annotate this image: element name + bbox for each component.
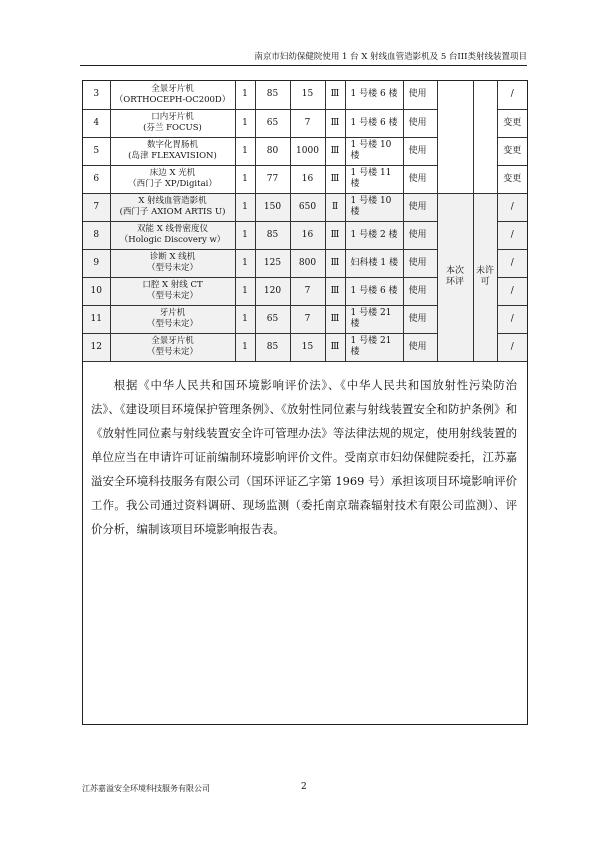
cell-qty: 1 (235, 165, 255, 193)
cell-remark: / (497, 277, 527, 305)
device-model: (西门子 AXIOM ARTIS U) (119, 207, 226, 217)
cell-remark: / (497, 305, 527, 333)
cell-cls: Ⅲ (325, 305, 345, 333)
cell-location: 1 号楼 6 楼 (345, 277, 403, 305)
cell-no: 7 (83, 193, 110, 221)
cell-name (110, 249, 235, 277)
cell-kv: 85 (255, 81, 290, 109)
evaluation-status (437, 193, 473, 361)
cell-qty: 1 (235, 249, 255, 277)
cell-name (110, 221, 235, 249)
cell-kv: 80 (255, 137, 290, 165)
cell-name (110, 305, 235, 333)
cell-no: 10 (83, 277, 110, 305)
device-model: （西门子 XP/Digitai） (128, 179, 217, 189)
cell-kv: 125 (255, 249, 290, 277)
device-model: （ORTHOCEPH-OC200D） (114, 94, 231, 105)
cell-remark: / (497, 333, 527, 361)
cell-cls: Ⅲ (325, 333, 345, 361)
cell-use: 使用 (403, 109, 437, 137)
cell-cls: Ⅲ (325, 165, 345, 193)
device-name: 双能 X 线骨密度仪 (137, 224, 208, 234)
cell-qty: 1 (235, 277, 255, 305)
table-row (83, 193, 527, 221)
cell-cls: Ⅲ (325, 109, 345, 137)
cell-name (110, 137, 235, 165)
device-model: （型号未定） (146, 347, 198, 357)
cell-kv: 150 (255, 193, 290, 221)
cell-remark: / (497, 221, 527, 249)
cell-ma: 15 (290, 333, 325, 361)
cell-kv: 65 (255, 305, 290, 333)
cell-use: 使用 (403, 249, 437, 277)
device-model: (岛津 FLEXAVISION) (128, 151, 217, 161)
cell-name (110, 333, 235, 361)
cell-location: 1 号楼 6 楼 (345, 109, 403, 137)
cell-remark: 变更 (497, 109, 527, 137)
cell-no: 6 (83, 165, 110, 193)
cell-location: 1 号楼 10 楼 (345, 193, 403, 221)
cell-name (110, 277, 235, 305)
permit-line: 可 (480, 277, 490, 287)
cell-ma: 650 (290, 193, 325, 221)
cell-ma: 7 (290, 305, 325, 333)
cell-qty: 1 (235, 193, 255, 221)
cell-qty: 1 (235, 333, 255, 361)
cell-remark: / (497, 249, 527, 277)
device-name: 诊断 X 线机 (149, 252, 196, 262)
device-name: 口腔 X 射线 CT (142, 280, 203, 290)
cell-use: 使用 (403, 333, 437, 361)
cell-location: 1 号楼 11 楼 (345, 165, 403, 193)
cell-blank-a (437, 81, 473, 193)
device-name: X 射线血管造影机 (138, 196, 207, 206)
cell-no: 3 (83, 81, 110, 109)
cell-qty: 1 (235, 305, 255, 333)
cell-kv: 120 (255, 277, 290, 305)
page-header: 南京市妇幼保健院使用 1 台 X 射线血管造影机及 5 台III类射线装置项目 (80, 50, 527, 66)
device-name: 全景牙片机 (151, 336, 194, 346)
cell-name (110, 81, 235, 109)
device-model: （型号未定） (146, 319, 198, 329)
cell-name (110, 109, 235, 137)
cell-name (110, 193, 235, 221)
cell-qty: 1 (235, 109, 255, 137)
footer-company: 江苏嘉溢安全环境科技服务有限公司 (82, 784, 210, 793)
cell-no: 4 (83, 109, 110, 137)
device-name: 全景牙片机 (151, 83, 194, 94)
cell-qty: 1 (235, 221, 255, 249)
cell-no: 12 (83, 333, 110, 361)
cell-cls: Ⅲ (325, 137, 345, 165)
eval-line: 本次 (445, 266, 464, 276)
device-name: 口内牙片机 (151, 112, 194, 122)
cell-cls: Ⅲ (325, 249, 345, 277)
cell-no: 5 (83, 137, 110, 165)
cell-remark: 变更 (497, 137, 527, 165)
cell-kv: 65 (255, 109, 290, 137)
cell-no: 11 (83, 305, 110, 333)
cell-use: 使用 (403, 193, 437, 221)
content-frame (82, 80, 528, 725)
cell-use: 使用 (403, 277, 437, 305)
cell-location: 1 号楼 10 楼 (345, 137, 403, 165)
cell-kv: 85 (255, 333, 290, 361)
cell-location: 1 号楼 21 楼 (345, 333, 403, 361)
device-name: 床边 X 光机 (149, 168, 196, 178)
cell-use: 使用 (403, 221, 437, 249)
device-name: 牙片机 (159, 308, 186, 318)
cell-ma: 15 (290, 81, 325, 109)
equipment-table (83, 81, 527, 362)
cell-kv: 77 (255, 165, 290, 193)
cell-no: 9 (83, 249, 110, 277)
device-model: （型号未定） (146, 263, 198, 273)
cell-location: 1 号楼 6 楼 (345, 81, 403, 109)
cell-ma: 7 (290, 109, 325, 137)
cell-ma: 16 (290, 165, 325, 193)
page-number: 2 (301, 782, 307, 792)
cell-qty: 1 (235, 81, 255, 109)
permit-status (473, 193, 497, 361)
cell-remark: / (497, 193, 527, 221)
cell-qty: 1 (235, 137, 255, 165)
cell-remark: / (497, 81, 527, 109)
cell-location: 1 号楼 21 楼 (345, 305, 403, 333)
permit-line: 未许 (475, 266, 494, 276)
device-model: （型号未定） (146, 291, 198, 301)
table-row (83, 81, 527, 109)
cell-ma: 1000 (290, 137, 325, 165)
cell-use: 使用 (403, 137, 437, 165)
cell-use: 使用 (403, 81, 437, 109)
cell-name (110, 165, 235, 193)
cell-ma: 7 (290, 277, 325, 305)
device-model: (芬兰 FOCUS) (143, 123, 202, 133)
cell-use: 使用 (403, 165, 437, 193)
device-name: 数字化胃肠机 (146, 140, 198, 150)
cell-cls: Ⅲ (325, 221, 345, 249)
cell-no: 8 (83, 221, 110, 249)
cell-kv: 85 (255, 221, 290, 249)
eval-line: 环评 (445, 277, 464, 287)
cell-blank-b (473, 81, 497, 193)
cell-ma: 16 (290, 221, 325, 249)
device-model: （Hologic Discovery w） (119, 235, 226, 245)
cell-cls: Ⅲ (325, 81, 345, 109)
cell-use: 使用 (403, 305, 437, 333)
cell-cls: Ⅲ (325, 277, 345, 305)
cell-ma: 800 (290, 249, 325, 277)
cell-location: 妇科楼 1 楼 (345, 249, 403, 277)
cell-location: 1 号楼 2 楼 (345, 221, 403, 249)
cell-cls: Ⅱ (325, 193, 345, 221)
body-paragraph: 根据《中华人民共和国环境影响评价法》、《中华人民共和国放射性污染防治法》、《建设项目环境保护管理条例》、《放射性同位素与射线装置安全和防护条例》和《放射性同位素与射线装置安全许可管理办法》等法律法规的规定，使用射线装置的单位应当在申请许可证前编制环境影响评价文件。受南京市妇幼保健院委托，江苏嘉溢安全环境科技服务有限公司（国环评证乙字第 1969 号）承担该项目环境影响评价工作。我公司通过资料调研、现场监测（委托南京瑞森辐射技术有限公司监测）、评价分析，编制该项目环境影响报告表。 (91, 378, 517, 536)
cell-remark: 变更 (497, 165, 527, 193)
